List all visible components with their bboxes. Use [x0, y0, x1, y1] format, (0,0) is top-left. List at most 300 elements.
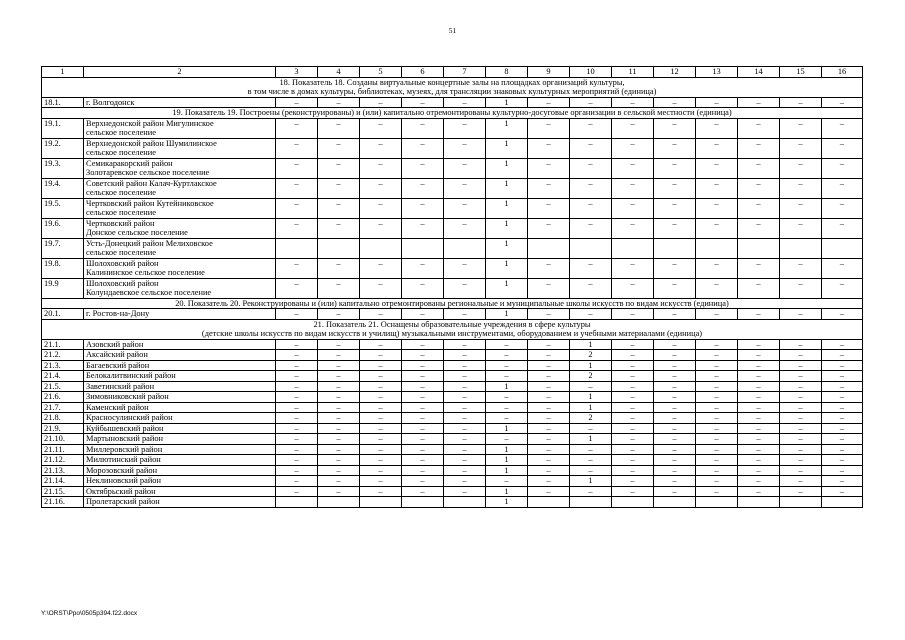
value-cell: –	[822, 138, 863, 158]
value-cell: –	[276, 465, 318, 476]
value-cell: –	[444, 350, 486, 361]
table-row	[42, 178, 863, 198]
row-name	[84, 218, 276, 238]
value-cell: –	[612, 258, 654, 278]
row-name	[84, 381, 276, 392]
value-cell: –	[612, 455, 654, 466]
value-cell: –	[318, 486, 360, 497]
value-cell: –	[738, 278, 780, 298]
value-cell	[612, 497, 654, 508]
value-cell	[780, 238, 822, 258]
value-cell	[528, 238, 570, 258]
value-cell: –	[276, 218, 318, 238]
value-cell: –	[360, 413, 402, 424]
value-cell: –	[780, 258, 822, 278]
value-cell: –	[612, 402, 654, 413]
table-row	[42, 465, 863, 476]
row-number: 21.10.	[42, 434, 84, 445]
row-name-line: Пролетарский район	[86, 497, 160, 506]
value-cell: –	[654, 350, 696, 361]
value-cell: –	[276, 138, 318, 158]
value-cell: –	[318, 455, 360, 466]
value-cell: –	[612, 444, 654, 455]
value-cell: –	[528, 258, 570, 278]
value-cell: –	[444, 309, 486, 320]
value-cell: –	[276, 360, 318, 371]
value-cell: –	[780, 138, 822, 158]
value-cell	[738, 238, 780, 258]
table-row	[42, 198, 863, 218]
value-cell: –	[780, 360, 822, 371]
column-number: 7	[444, 67, 486, 78]
value-cell: –	[486, 339, 528, 350]
row-number: 19.8.	[42, 258, 84, 278]
value-cell: –	[738, 360, 780, 371]
value-cell: –	[822, 258, 863, 278]
row-name	[84, 278, 276, 298]
value-cell: –	[696, 198, 738, 218]
value-cell: –	[276, 198, 318, 218]
value-cell: –	[402, 97, 444, 108]
value-cell: –	[612, 138, 654, 158]
value-cell: –	[360, 350, 402, 361]
value-cell: –	[276, 486, 318, 497]
value-cell	[360, 497, 402, 508]
value-cell: –	[738, 465, 780, 476]
value-cell: –	[570, 278, 612, 298]
value-cell: 1	[570, 434, 612, 445]
value-cell: –	[318, 218, 360, 238]
table-row	[42, 350, 863, 361]
value-cell: –	[276, 258, 318, 278]
value-cell: –	[444, 118, 486, 138]
row-number: 21.5.	[42, 381, 84, 392]
value-cell: –	[738, 218, 780, 238]
row-name-line: сельское поселение	[86, 248, 156, 257]
table-row	[42, 476, 863, 487]
row-number: 21.4.	[42, 371, 84, 382]
value-cell: –	[696, 434, 738, 445]
column-number: 16	[822, 67, 863, 78]
value-cell: –	[486, 360, 528, 371]
value-cell: –	[402, 118, 444, 138]
value-cell: –	[486, 413, 528, 424]
row-number: 21.11.	[42, 444, 84, 455]
value-cell: 1	[486, 198, 528, 218]
value-cell: –	[654, 455, 696, 466]
value-cell: –	[318, 360, 360, 371]
value-cell: 1	[486, 309, 528, 320]
row-name-line: г. Ростов-на-Дону	[86, 309, 150, 318]
row-number: 19.4.	[42, 178, 84, 198]
value-cell: –	[528, 360, 570, 371]
value-cell: –	[612, 465, 654, 476]
row-name	[84, 423, 276, 434]
value-cell: –	[276, 402, 318, 413]
value-cell: –	[780, 486, 822, 497]
value-cell: 1	[486, 423, 528, 434]
section-title-line: 19. Показатель 19. Построены (реконструированы) и (или) капитально отремонтированы культурно-досуговые организации в сельской местности (единица)	[172, 108, 732, 117]
value-cell: –	[402, 309, 444, 320]
value-cell: –	[612, 218, 654, 238]
value-cell: –	[738, 434, 780, 445]
row-name-line: Верхнедонской район Мигулинское	[86, 118, 214, 128]
value-cell: –	[738, 178, 780, 198]
value-cell: –	[528, 158, 570, 178]
value-cell: –	[822, 339, 863, 350]
value-cell: –	[696, 476, 738, 487]
row-number: 21.2.	[42, 350, 84, 361]
value-cell: –	[822, 360, 863, 371]
row-name-line: сельское поселение	[86, 128, 156, 137]
section-title-line: (детские школы искусств по видам искусств и училищ) музыкальными инструментами, оборудованием и учебными материалами (единица)	[201, 329, 703, 338]
column-number: 13	[696, 67, 738, 78]
table-row	[42, 218, 863, 238]
value-cell: –	[654, 381, 696, 392]
row-name	[84, 309, 276, 320]
value-cell: –	[738, 402, 780, 413]
value-cell: –	[612, 476, 654, 487]
value-cell: –	[360, 392, 402, 403]
row-name-line: Багаевский район	[86, 360, 150, 370]
table-row	[42, 278, 863, 298]
value-cell: –	[738, 423, 780, 434]
value-cell: –	[780, 423, 822, 434]
value-cell: –	[612, 371, 654, 382]
value-cell: –	[360, 486, 402, 497]
value-cell: –	[612, 158, 654, 178]
value-cell: 1	[486, 138, 528, 158]
value-cell: –	[822, 413, 863, 424]
value-cell: –	[654, 476, 696, 487]
row-name-line: Чертковский район Кутейниковское	[86, 198, 214, 208]
value-cell: –	[570, 258, 612, 278]
value-cell: –	[780, 339, 822, 350]
section-title-line: 18. Показатель 18. Созданы виртуальные концертные залы на площадках организаций культуры,	[279, 77, 625, 87]
section-title	[42, 298, 863, 309]
row-name-line: Белокалитвинский район	[86, 371, 176, 380]
value-cell: –	[276, 434, 318, 445]
value-cell: –	[276, 350, 318, 361]
table-row	[42, 309, 863, 320]
table-row	[42, 158, 863, 178]
column-number: 10	[570, 67, 612, 78]
value-cell: –	[276, 444, 318, 455]
value-cell: –	[570, 158, 612, 178]
value-cell: –	[738, 381, 780, 392]
value-cell: –	[738, 97, 780, 108]
value-cell: –	[360, 402, 402, 413]
value-cell: –	[402, 465, 444, 476]
section-title-line: 21. Показатель 21. Оснащены образовательные учреждения в сфере культуры	[313, 319, 591, 329]
column-number: 6	[402, 67, 444, 78]
value-cell: –	[528, 138, 570, 158]
value-cell: –	[696, 309, 738, 320]
value-cell: –	[780, 309, 822, 320]
value-cell: –	[738, 476, 780, 487]
row-name-line: Миллеровский район	[86, 444, 163, 454]
value-cell: 2	[570, 413, 612, 424]
value-cell	[318, 238, 360, 258]
value-cell: –	[444, 465, 486, 476]
value-cell: 1	[486, 158, 528, 178]
value-cell: –	[780, 381, 822, 392]
value-cell: 1	[486, 455, 528, 466]
value-cell: –	[780, 434, 822, 445]
value-cell: –	[780, 118, 822, 138]
value-cell	[528, 497, 570, 508]
value-cell: –	[360, 118, 402, 138]
value-cell: 2	[570, 371, 612, 382]
value-cell: –	[276, 476, 318, 487]
value-cell: –	[318, 350, 360, 361]
value-cell: –	[444, 360, 486, 371]
column-number: 2	[84, 67, 276, 78]
row-number: 21.8.	[42, 413, 84, 424]
value-cell: –	[780, 402, 822, 413]
table-row	[42, 434, 863, 445]
table-row	[42, 402, 863, 413]
value-cell: –	[444, 339, 486, 350]
value-cell: –	[360, 444, 402, 455]
value-cell: –	[696, 339, 738, 350]
value-cell: –	[654, 118, 696, 138]
value-cell: –	[822, 381, 863, 392]
row-name	[84, 465, 276, 476]
value-cell: –	[528, 350, 570, 361]
row-name-line: Золотаревское сельское поселение	[86, 168, 210, 177]
value-cell: –	[822, 278, 863, 298]
value-cell: –	[528, 178, 570, 198]
value-cell: –	[780, 476, 822, 487]
value-cell: –	[570, 486, 612, 497]
value-cell: –	[486, 350, 528, 361]
row-name	[84, 350, 276, 361]
value-cell: –	[654, 444, 696, 455]
row-number: 21.12.	[42, 455, 84, 466]
table-row	[42, 339, 863, 350]
value-cell: –	[696, 350, 738, 361]
value-cell: –	[654, 198, 696, 218]
value-cell: –	[696, 258, 738, 278]
value-cell: –	[360, 278, 402, 298]
value-cell: –	[612, 486, 654, 497]
value-cell: –	[822, 465, 863, 476]
column-number: 3	[276, 67, 318, 78]
table-row	[42, 455, 863, 466]
value-cell: –	[318, 278, 360, 298]
value-cell: –	[318, 392, 360, 403]
value-cell: –	[654, 371, 696, 382]
row-name-line: Красносулинский район	[86, 413, 173, 422]
value-cell	[654, 497, 696, 508]
value-cell: –	[360, 258, 402, 278]
value-cell: –	[318, 258, 360, 278]
value-cell: –	[654, 258, 696, 278]
value-cell: –	[822, 198, 863, 218]
value-cell: –	[654, 423, 696, 434]
value-cell: –	[780, 444, 822, 455]
row-number: 18.1.	[42, 97, 84, 108]
value-cell: –	[570, 118, 612, 138]
value-cell: 2	[570, 350, 612, 361]
value-cell: –	[612, 339, 654, 350]
column-number: 11	[612, 67, 654, 78]
row-name	[84, 360, 276, 371]
value-cell: –	[318, 413, 360, 424]
row-name	[84, 371, 276, 382]
value-cell: –	[696, 423, 738, 434]
section-title	[42, 319, 863, 339]
value-cell: –	[276, 413, 318, 424]
value-cell: –	[696, 486, 738, 497]
value-cell: 1	[486, 497, 528, 508]
value-cell: –	[696, 360, 738, 371]
table-row	[42, 371, 863, 382]
value-cell: –	[444, 158, 486, 178]
value-cell: –	[738, 258, 780, 278]
value-cell: –	[822, 423, 863, 434]
value-cell: –	[696, 402, 738, 413]
value-cell: –	[528, 381, 570, 392]
value-cell: –	[738, 309, 780, 320]
row-name	[84, 434, 276, 445]
value-cell: –	[444, 218, 486, 238]
value-cell: –	[612, 178, 654, 198]
value-cell: –	[276, 118, 318, 138]
value-cell: –	[612, 360, 654, 371]
value-cell: –	[654, 339, 696, 350]
value-cell: –	[318, 178, 360, 198]
value-cell: –	[822, 158, 863, 178]
value-cell: –	[276, 455, 318, 466]
value-cell	[612, 238, 654, 258]
value-cell: –	[402, 258, 444, 278]
value-cell: –	[528, 97, 570, 108]
value-cell: –	[696, 178, 738, 198]
value-cell: –	[318, 423, 360, 434]
value-cell: –	[318, 339, 360, 350]
row-name-line: Милютинский район	[86, 455, 161, 464]
value-cell: –	[612, 392, 654, 403]
column-number: 8	[486, 67, 528, 78]
row-number: 21.16.	[42, 497, 84, 508]
row-number: 19.5.	[42, 198, 84, 218]
value-cell: –	[570, 444, 612, 455]
value-cell: –	[360, 381, 402, 392]
row-number: 20.1.	[42, 309, 84, 320]
value-cell: –	[696, 118, 738, 138]
row-name	[84, 402, 276, 413]
value-cell	[696, 238, 738, 258]
value-cell	[696, 497, 738, 508]
value-cell: –	[402, 476, 444, 487]
value-cell: –	[402, 339, 444, 350]
value-cell: –	[360, 476, 402, 487]
value-cell: –	[402, 444, 444, 455]
row-number: 19.3.	[42, 158, 84, 178]
value-cell: –	[444, 258, 486, 278]
row-name-line: Верхнедонской район Шумилинское	[86, 138, 217, 148]
row-name-line: г. Волгодонск	[86, 97, 135, 107]
value-cell: –	[528, 371, 570, 382]
value-cell: –	[654, 360, 696, 371]
section-title-line: в том числе в домах культуры, библиотеках, музеях, для трансляции знаковых культурных мероприятий (единица)	[247, 87, 657, 96]
row-number: 21.14.	[42, 476, 84, 487]
page-number: 51	[448, 26, 457, 35]
value-cell: –	[570, 178, 612, 198]
value-cell: –	[780, 371, 822, 382]
value-cell: –	[612, 413, 654, 424]
row-name	[84, 158, 276, 178]
value-cell: –	[738, 118, 780, 138]
value-cell: –	[696, 465, 738, 476]
row-name-line: Донское сельское поселение	[86, 228, 188, 237]
value-cell: –	[822, 444, 863, 455]
row-name	[84, 476, 276, 487]
value-cell: –	[528, 218, 570, 238]
value-cell: –	[402, 198, 444, 218]
value-cell: –	[570, 465, 612, 476]
section-title-row	[42, 319, 863, 339]
value-cell: –	[276, 381, 318, 392]
value-cell: 1	[570, 360, 612, 371]
value-cell: –	[822, 350, 863, 361]
value-cell: 1	[486, 97, 528, 108]
table-row	[42, 486, 863, 497]
section-title-row	[42, 77, 863, 97]
value-cell: –	[780, 278, 822, 298]
value-cell: –	[276, 97, 318, 108]
table-row	[42, 360, 863, 371]
value-cell: –	[528, 444, 570, 455]
value-cell: 1	[570, 339, 612, 350]
section-title-row	[42, 298, 863, 309]
value-cell: –	[528, 278, 570, 298]
value-cell: –	[402, 486, 444, 497]
row-number: 21.9.	[42, 423, 84, 434]
value-cell: –	[780, 413, 822, 424]
row-name	[84, 392, 276, 403]
value-cell: –	[654, 486, 696, 497]
value-cell: –	[654, 402, 696, 413]
row-name	[84, 413, 276, 424]
value-cell: –	[738, 486, 780, 497]
value-cell: –	[612, 434, 654, 445]
value-cell: –	[444, 392, 486, 403]
value-cell: –	[360, 138, 402, 158]
value-cell: –	[822, 455, 863, 466]
row-name-line: Каменский район	[86, 402, 149, 412]
row-name-line: Колундаевское сельское поселение	[86, 288, 212, 297]
value-cell: –	[570, 423, 612, 434]
row-name	[84, 444, 276, 455]
value-cell: –	[780, 198, 822, 218]
row-name	[84, 118, 276, 138]
value-cell	[402, 238, 444, 258]
row-name	[84, 258, 276, 278]
value-cell: –	[696, 97, 738, 108]
table-row	[42, 444, 863, 455]
value-cell: –	[318, 465, 360, 476]
value-cell: –	[444, 455, 486, 466]
value-cell: –	[318, 198, 360, 218]
value-cell: –	[318, 97, 360, 108]
value-cell: –	[318, 402, 360, 413]
value-cell: –	[402, 138, 444, 158]
value-cell: –	[402, 402, 444, 413]
row-name-line: Куйбышевский район	[86, 423, 164, 433]
